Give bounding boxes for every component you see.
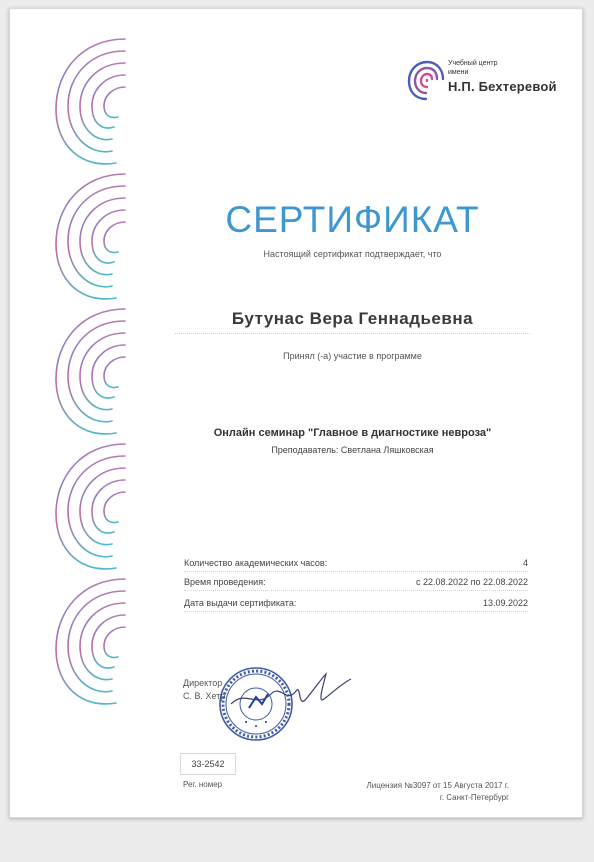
registration-number: 33-2542 [180, 753, 236, 775]
registration-label: Рег. номер [183, 780, 223, 789]
period-label: Время проведения: [184, 577, 266, 587]
teacher-name: Преподаватель: Светлана Ляшковская [271, 445, 434, 455]
hours-value: 4 [522, 558, 528, 568]
logo-name: Н.П. Бехтеревой [448, 79, 557, 94]
license-info [249, 780, 509, 804]
issue-date-row [184, 598, 528, 612]
director-name: С. В. Хетр [183, 691, 226, 701]
director-title: Директор [183, 678, 223, 688]
hours-label: Количество академических часов: [184, 558, 328, 568]
director-signature [226, 669, 356, 719]
period-value: с 22.08.2022 по 22.08.2022 [416, 577, 528, 587]
participation-text: Принял (-а) участие в программе [283, 351, 422, 361]
program-title: Онлайн семинар "Главное в диагностике невроза" [213, 427, 492, 439]
issue-date-value: 13.09.2022 [482, 598, 528, 608]
fingerprint-decoration [50, 31, 130, 731]
certificate-subtitle: Настоящий сертификат подтверждает, что [263, 249, 442, 259]
recipient-name: Бутунас Вера Геннадьевна [175, 309, 530, 334]
bekhtereva-logo [406, 57, 566, 103]
logo-caption: Учебный центр имени [448, 60, 498, 76]
certificate-title: СЕРТИФИКАТ [225, 199, 480, 240]
hours-row [184, 558, 528, 572]
period-row [184, 577, 528, 591]
issue-date-label: Дата выдачи сертификата: [184, 598, 297, 608]
fingerprint-logo-icon [406, 57, 446, 103]
certificate-page [9, 8, 583, 818]
license-city: г. Санкт-Петербург [439, 793, 509, 802]
license-number: Лицензия №3097 от 15 Августа 2017 г. [366, 781, 509, 790]
